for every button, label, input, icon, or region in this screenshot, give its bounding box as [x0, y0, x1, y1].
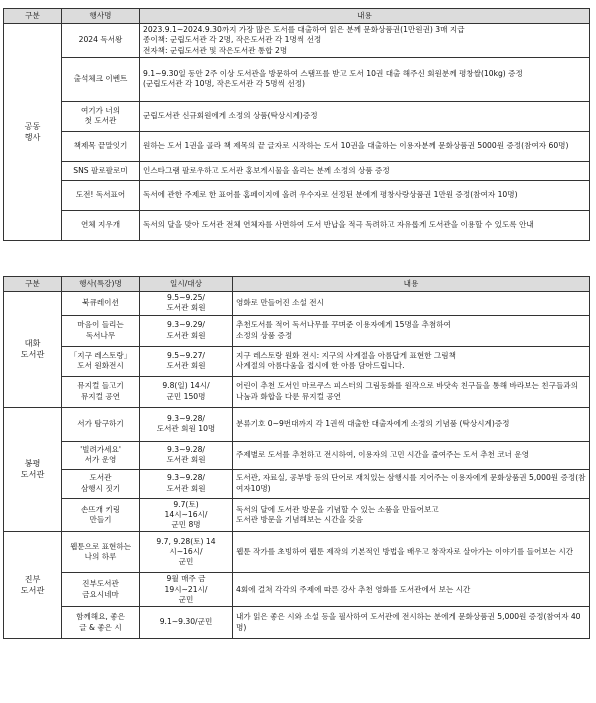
event-name: 진부도서관 금요시네마 [62, 573, 140, 607]
event-content: 군립도서관 신규회원에게 소정의 상품(탁상시계)증정 [140, 101, 590, 131]
event-name: 웹툰으로 표현하는 나의 하루 [62, 532, 140, 573]
event-date-target: 9.3~9.29/ 도서관 회원 [140, 315, 233, 346]
event-content: 지구 레스토랑 원화 전시: 지구의 사계절을 아름답게 표현한 그림책 사계절의 아름다움을 접시에 한 아름 담아드립니다. [233, 346, 590, 376]
common-events-table [3, 8, 590, 241]
event-date-target: 9.3~9.28/ 도서관 회원 10명 [140, 407, 233, 441]
event-name: 북큐레이션 [62, 292, 140, 316]
event-name: 2024 독서왕 [62, 24, 140, 58]
library-label: 대화 도서관 [4, 292, 62, 408]
header-content: 내용 [233, 277, 590, 292]
event-name: 「지구 레스토랑」 도서 원화전시 [62, 346, 140, 376]
header-content: 내용 [140, 9, 590, 24]
event-content: 인스타그램 팔로우하고 도서관 홍보게시물을 올리는 분께 소정의 상품 증정 [140, 161, 590, 180]
event-name: 책제목 끝말잇기 [62, 131, 140, 161]
event-content: 원하는 도서 1권을 골라 책 제목의 끝 글자로 시작하는 도서 10권을 대출하는 이용자분께 문화상품권 5000원 증정(참여자 60명) [140, 131, 590, 161]
event-date-target: 9.5~9.25/ 도서관 회원 [140, 292, 233, 316]
event-name: 서가 탐구하기 [62, 407, 140, 441]
table-row [4, 469, 590, 498]
event-content: 분류기호 0~9번대까지 각 1권씩 대출한 대출자에게 소정의 기념품 (탁상시계)증정 [233, 407, 590, 441]
table-row [4, 292, 590, 316]
library-label: 봉평 도서관 [4, 407, 62, 532]
table-header-row [4, 9, 590, 24]
library-events-table [3, 276, 590, 639]
event-content: 2023.9.1~2024.9.30까지 가장 많은 도서를 대출하여 읽은 분께 문화상품권(1만원권) 3매 지급 종이책: 군립도서관 각 2명, 작은도서관 각 1명씩 선정 전자책: 군립도서관 및 작은도서관 통합 2명 [140, 24, 590, 58]
event-name: '빌려가세요' 서가 운영 [62, 441, 140, 469]
event-name: 함께해요, 좋은 글 & 좋은 시 [62, 607, 140, 639]
event-date-target: 9.7(토) 14시~16시/ 군민 8명 [140, 498, 233, 532]
table-row [4, 180, 590, 210]
event-content: 영화로 만들어진 소설 전시 [233, 292, 590, 316]
event-content: 독서에 관한 주제로 한 표어를 홈페이지에 올려 우수자로 선정된 분에게 평창사랑상품권 1만원 증정(참여자 10명) [140, 180, 590, 210]
table-row [4, 498, 590, 532]
event-content: 9.1~9.30일 동안 2주 이상 도서관을 방문하여 스탬프를 받고 도서 10권 대출 해주신 회원분께 평창쌀(10kg) 증정 (군립도서관 각 10명, 작은도서관 각 5명씩 선정) [140, 57, 590, 101]
event-content: 어린이 추천 도서인 마르쿠스 피스터의 그림동화를 원작으로 바닷속 친구들을 통해 바라보는 친구들과의 나눔과 화합을 다룬 뮤지컬 공연 [233, 376, 590, 407]
event-name: 손뜨개 키링 만들기 [62, 498, 140, 532]
table-row [4, 315, 590, 346]
group-label: 공동 행사 [4, 24, 62, 241]
table-row [4, 161, 590, 180]
table-row [4, 573, 590, 607]
event-content: 도서관, 자료실, 공부방 등의 단어로 재치있는 삼행시를 지어주는 이용자에게 문화상품권 5,000원 증정(참여자10명) [233, 469, 590, 498]
event-content: 주제별로 도서를 추천하고 전시하여, 이용자의 고민 시간을 줄여주는 도서 추천 코너 운영 [233, 441, 590, 469]
header-category: 구분 [4, 277, 62, 292]
event-name: 뮤지컬 들고기 뮤지컬 공연 [62, 376, 140, 407]
table-row [4, 532, 590, 573]
event-name: 여기가 너의 첫 도서관 [62, 101, 140, 131]
table-row [4, 407, 590, 441]
table-header-row [4, 277, 590, 292]
header-event-name: 행사(특강)명 [62, 277, 140, 292]
event-date-target: 9.1~9.30/군민 [140, 607, 233, 639]
event-name: 도서관 삼행시 짓기 [62, 469, 140, 498]
table-row [4, 376, 590, 407]
event-date-target: 9.3~9.28/ 도서관 회원 [140, 441, 233, 469]
header-category: 구분 [4, 9, 62, 24]
library-label: 진부 도서관 [4, 532, 62, 639]
event-content: 추천도서를 적어 독서나무를 꾸며준 이용자에게 15명을 추첨하여 소정의 상품 증정 [233, 315, 590, 346]
event-name: 도전! 독서표어 [62, 180, 140, 210]
table-row [4, 131, 590, 161]
table-row [4, 210, 590, 240]
event-name: 마음이 들리는 독서나무 [62, 315, 140, 346]
header-event-name: 행사명 [62, 9, 140, 24]
event-name: 연체 지우개 [62, 210, 140, 240]
header-date-target: 일시/대상 [140, 277, 233, 292]
event-date-target: 9.7, 9.28(토) 14 시~16시/ 군민 [140, 532, 233, 573]
table-row [4, 24, 590, 58]
event-date-target: 9.3~9.28/ 도서관 회원 [140, 469, 233, 498]
event-date-target: 9.8(일) 14시/ 군민 150명 [140, 376, 233, 407]
event-content: 4회에 걸쳐 각각의 주제에 따른 강사 추천 영화를 도서관에서 보는 시간 [233, 573, 590, 607]
event-name: 출석체크 이벤트 [62, 57, 140, 101]
table-row [4, 441, 590, 469]
event-name: SNS 팔로팔로미 [62, 161, 140, 180]
event-content: 독서의 달에 도서관 방문을 기념할 수 있는 소품을 만들어보고 도서관 방문을 기념해보는 시간을 갖음 [233, 498, 590, 532]
event-date-target: 9.5~9.27/ 도서관 회원 [140, 346, 233, 376]
table-row [4, 57, 590, 101]
table-row [4, 101, 590, 131]
event-date-target: 9월 매주 금 19시~21시/ 군민 [140, 573, 233, 607]
table-row [4, 346, 590, 376]
event-content: 웹툰 작가를 초빙하여 웹툰 제작의 기본적인 방법을 배우고 창작자로 살아가는 이야기를 들어보는 시간 [233, 532, 590, 573]
event-content: 독서의 달을 맞아 도서관 전체 연체자를 사면하여 도서 반납을 적극 독려하고 자유롭게 도서관을 이용할 수 있도록 안내 [140, 210, 590, 240]
table-row [4, 607, 590, 639]
event-content: 내가 읽은 좋은 시와 소설 등을 필사하여 도서관에 전시하는 분에게 문화상품권 5,000원 증정(참여자 40명) [233, 607, 590, 639]
